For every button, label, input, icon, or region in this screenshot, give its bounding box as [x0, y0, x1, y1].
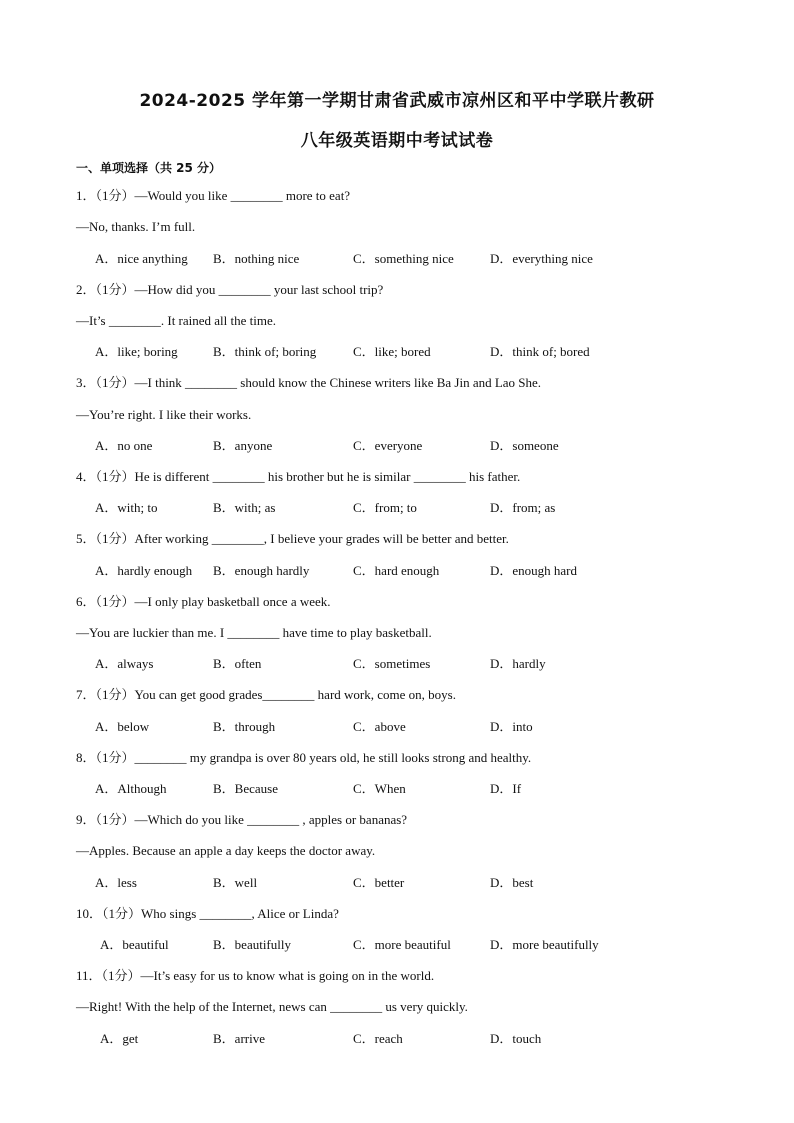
option-b: B．beautifully [213, 937, 291, 952]
question-5-options [95, 563, 578, 579]
question-6-reply: —You are luckier than me. I ________ have time to play basketball. [76, 625, 432, 640]
question-9-stem: 9．（1分）—Which do you like ________ , apples or bananas? [76, 812, 408, 827]
question-6-stem: 6．（1分）—I only play basketball once a week. [76, 594, 331, 609]
option-a: A．Although [95, 781, 167, 796]
exam-title-line2: 八年级英语期中考试试卷 [300, 131, 494, 151]
question-2-options [95, 344, 590, 360]
option-d: D．enough hard [490, 563, 578, 578]
option-c: C．everyone [353, 438, 423, 453]
question-11-reply: —Right! With the help of the Internet, news can ________ us very quickly. [76, 999, 468, 1014]
exam-title-line1: 2024-2025 学年第一学期甘肃省武威市凉州区和平中学联片教研 [139, 91, 655, 111]
option-b: B．anyone [213, 438, 273, 453]
option-c: C．something nice [353, 251, 454, 266]
question-3-options [95, 438, 559, 454]
option-a: A．get [100, 1031, 139, 1046]
option-d: D．think of; bored [490, 344, 590, 359]
option-c: C．better [353, 875, 405, 890]
question-2-stem: 2．（1分）—How did you ________ your last school trip? [76, 282, 384, 297]
option-c: C．hard enough [353, 563, 440, 578]
question-3-reply: —You’re right. I like their works. [76, 407, 252, 422]
question-1-stem: 1．（1分）—Would you like ________ more to eat? [76, 188, 351, 203]
question-4-options [95, 500, 556, 516]
option-d: D．from; as [490, 500, 556, 515]
question-11-options [95, 1031, 542, 1047]
option-b: B．often [213, 656, 262, 671]
option-b: B．Because [213, 781, 278, 796]
question-7-options [95, 719, 533, 735]
option-a: A．nice anything [95, 251, 188, 266]
option-c: C．When [353, 781, 406, 796]
question-1-options [95, 251, 593, 267]
question-1-reply: —No, thanks. I’m full. [76, 219, 196, 234]
option-a: A．beautiful [100, 937, 169, 952]
question-3-stem: 3．（1分）—I think ________ should know the Chinese writers like Ba Jin and Lao She. [76, 375, 542, 390]
option-d: D．into [490, 719, 533, 734]
option-a: A．with; to [95, 500, 158, 515]
option-b: B．through [213, 719, 276, 734]
option-d: D．best [490, 875, 534, 890]
option-c: C．above [353, 719, 406, 734]
question-11-stem: 11．（1分）—It’s easy for us to know what is going on in the world. [76, 968, 435, 983]
question-6-options [95, 656, 546, 672]
option-a: A．like; boring [95, 344, 178, 359]
question-8-stem: 8．（1分）________ my grandpa is over 80 years old, he still looks strong and healthy. [76, 750, 532, 765]
question-9-options [95, 875, 534, 891]
option-a: A．no one [95, 438, 153, 453]
question-10-stem: 10．（1分）Who sings ________, Alice or Linda? [76, 906, 339, 921]
option-b: B．well [213, 875, 258, 890]
option-c: C．sometimes [353, 656, 431, 671]
option-d: D．hardly [490, 656, 546, 671]
option-a: A．always [95, 656, 154, 671]
option-b: B．think of; boring [213, 344, 317, 359]
option-d: D．more beautifully [490, 937, 599, 952]
question-8-options [95, 781, 522, 797]
option-d: D．everything nice [490, 251, 593, 266]
option-d: D．touch [490, 1031, 542, 1046]
question-4-stem: 4．（1分）He is different ________ his brother but he is similar ________ his father. [76, 469, 521, 484]
option-c: C．from; to [353, 500, 417, 515]
option-c: C．more beautiful [353, 937, 451, 952]
option-a: A．hardly enough [95, 563, 193, 578]
option-b: B．enough hardly [213, 563, 310, 578]
option-b: B．arrive [213, 1031, 265, 1046]
option-a: A．below [95, 719, 150, 734]
question-5-stem: 5．（1分）After working ________, I believe your grades will be better and better. [76, 531, 509, 546]
option-c: C．reach [353, 1031, 403, 1046]
question-10-options [95, 937, 599, 953]
option-b: B．nothing nice [213, 251, 300, 266]
option-b: B．with; as [213, 500, 276, 515]
option-d: D．someone [490, 438, 559, 453]
question-2-reply: —It’s ________. It rained all the time. [76, 313, 277, 328]
question-7-stem: 7．（1分）You can get good grades________ hard work, come on, boys. [76, 687, 456, 702]
option-a: A．less [95, 875, 137, 890]
question-9-reply: —Apples. Because an apple a day keeps the doctor away. [76, 843, 376, 858]
option-d: D．If [490, 781, 522, 796]
section-heading: 一、单项选择（共 25 分） [76, 161, 222, 175]
option-c: C．like; bored [353, 344, 431, 359]
